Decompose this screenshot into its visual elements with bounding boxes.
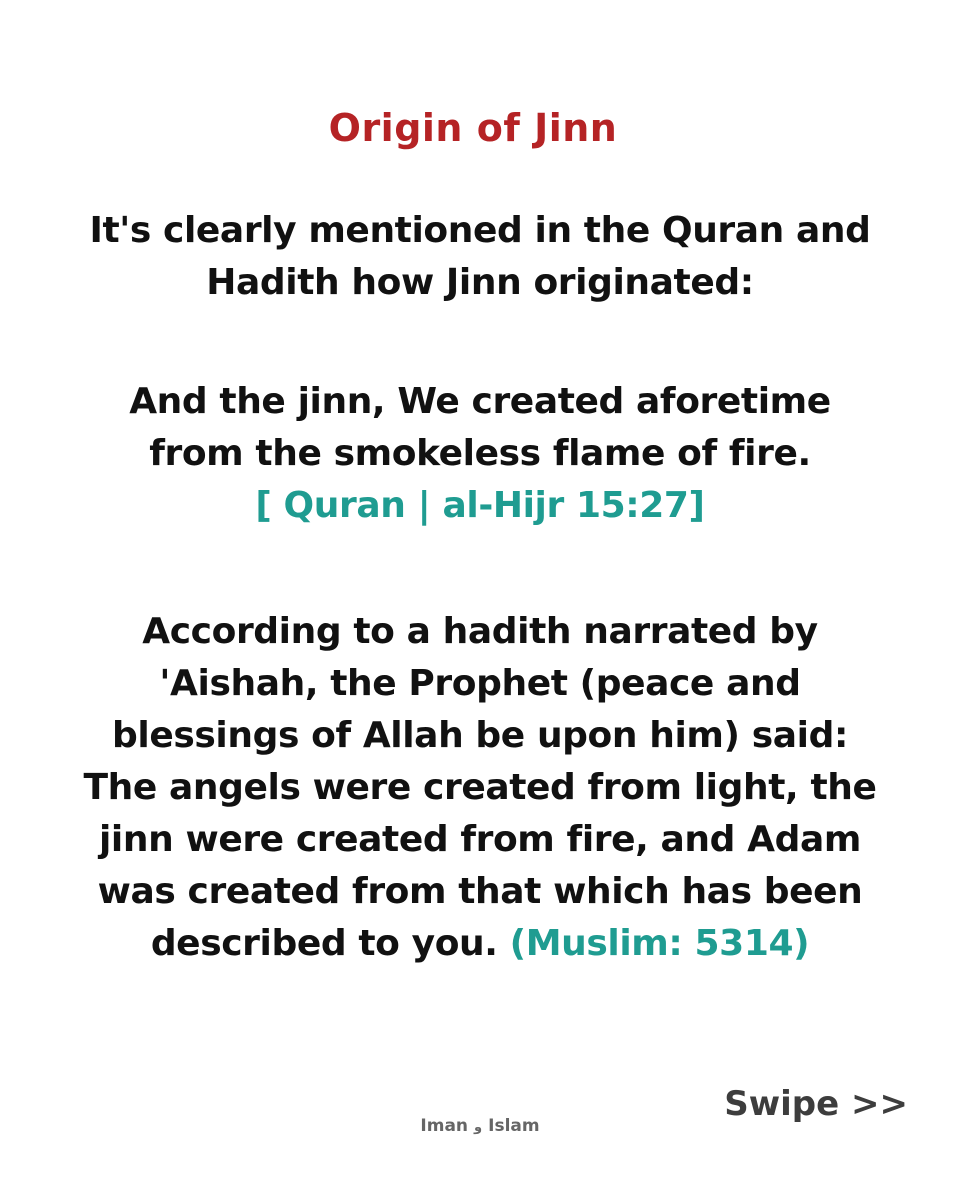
brand-separator: و bbox=[474, 1120, 483, 1135]
intro-paragraph bbox=[0, 205, 960, 309]
quran-line: from the smokeless flame of fire. bbox=[149, 433, 811, 474]
intro-line: Hadith how Jinn originated: bbox=[206, 262, 754, 303]
quran-line: And the jinn, We created aforetime bbox=[129, 381, 831, 422]
brand-word-left: Iman bbox=[420, 1116, 469, 1136]
hadith-last-line bbox=[0, 918, 960, 970]
hadith-line: was created from that which has been bbox=[97, 871, 863, 912]
intro-line: It's clearly mentioned in the Quran and bbox=[89, 210, 871, 251]
quran-quote bbox=[0, 376, 960, 532]
page-title: Origin of Jinn bbox=[328, 106, 618, 150]
hadith-quote bbox=[0, 606, 960, 970]
hadith-line: According to a hadith narrated by bbox=[142, 611, 818, 652]
hadith-line: jinn were created from fire, and Adam bbox=[98, 819, 861, 860]
hadith-line: The angels were created from light, the bbox=[83, 767, 877, 808]
swipe-indicator[interactable]: Swipe >> bbox=[724, 1084, 908, 1124]
quran-reference: [ Quran | al-Hijr 15:27] bbox=[255, 485, 705, 526]
hadith-line: described to you. bbox=[150, 923, 498, 964]
hadith-reference: (Muslim: 5314) bbox=[509, 923, 810, 964]
brand-word-right: Islam bbox=[488, 1116, 540, 1136]
brand-watermark bbox=[380, 1114, 580, 1140]
hadith-line: blessings of Allah be upon him) said: bbox=[112, 715, 848, 756]
hadith-line: 'Aishah, the Prophet (peace and bbox=[159, 663, 801, 704]
